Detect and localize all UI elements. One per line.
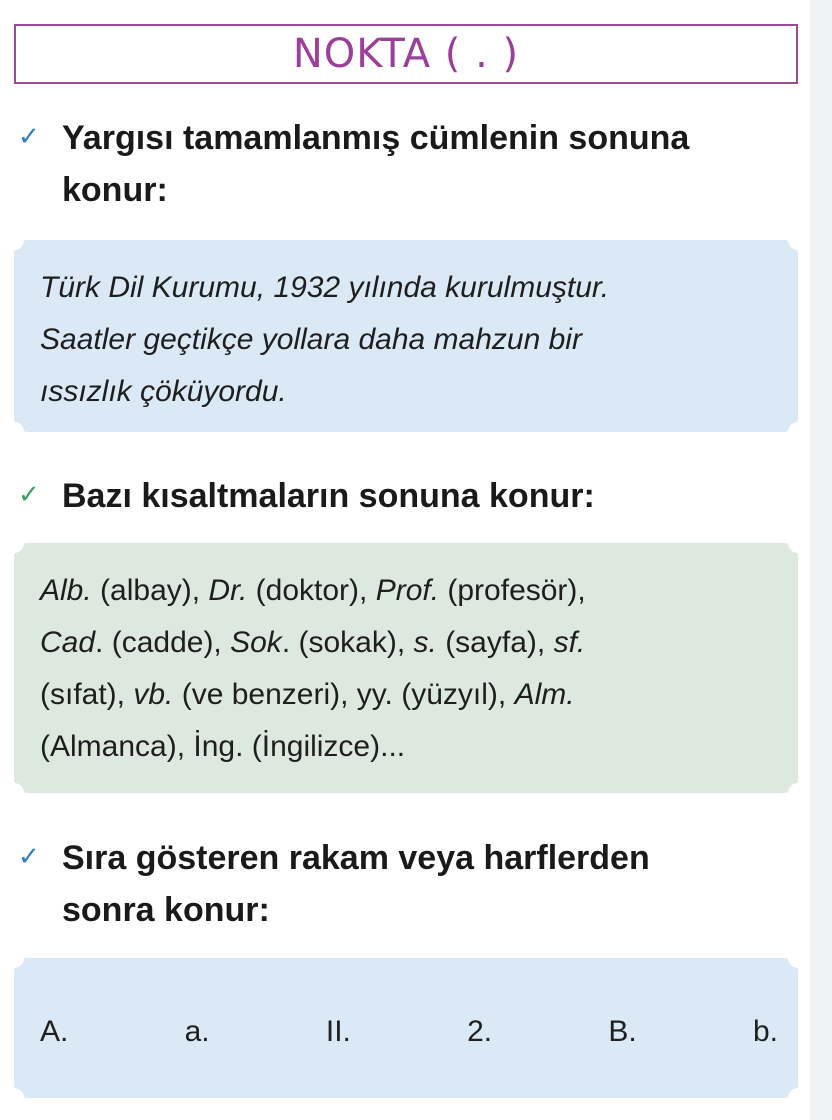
sequence-item: a. bbox=[184, 1015, 210, 1048]
abbreviation-term: Sok bbox=[230, 626, 282, 659]
abbreviation-term: vb. bbox=[133, 678, 174, 711]
abbreviation-gloss: (Almanca), İng. (İngilizce)... bbox=[40, 730, 406, 763]
example-sentence: Saatler geçtikçe yollara daha mahzun bir bbox=[40, 323, 582, 356]
section-2-example-panel bbox=[14, 543, 798, 793]
abbreviation-gloss: (doktor), bbox=[247, 574, 376, 607]
section-1-heading bbox=[18, 112, 798, 216]
check-mark-icon: ✓ bbox=[18, 842, 40, 872]
check-mark-icon: ✓ bbox=[18, 480, 40, 510]
sequence-item: A. bbox=[40, 1015, 69, 1048]
abbreviation-term: Prof. bbox=[375, 574, 440, 607]
abbreviation-gloss: (sıfat), bbox=[40, 678, 134, 711]
abbreviation-gloss: (profesör), bbox=[439, 574, 586, 607]
abbreviation-line bbox=[40, 565, 772, 617]
page-title: NOKTA ( . ) bbox=[292, 31, 520, 77]
section-1-heading-line: Yargısı tamamlanmış cümlenin sonuna bbox=[62, 119, 690, 157]
abbreviation-gloss: (albay), bbox=[91, 574, 209, 607]
sequence-row bbox=[40, 1012, 778, 1052]
sequence-item: 2. bbox=[467, 1015, 493, 1048]
abbreviation-term: Dr. bbox=[208, 574, 248, 607]
page-edge-strip bbox=[810, 0, 832, 1120]
abbreviation-term: Alm. bbox=[514, 678, 575, 711]
abbreviation-gloss: (ve benzeri), yy. (yüzyıl), bbox=[173, 678, 515, 711]
section-3-heading-line: Sıra gösteren rakam veya harflerden bbox=[62, 839, 650, 877]
abbreviation-gloss: (sayfa), bbox=[436, 626, 554, 659]
abbreviation-line bbox=[40, 669, 772, 721]
section-3-example-panel bbox=[14, 958, 798, 1098]
abbreviation-term: Alb. bbox=[40, 574, 92, 607]
sequence-item: B. bbox=[608, 1015, 637, 1048]
abbreviation-term: sf. bbox=[553, 626, 586, 659]
abbreviation-term: Cad bbox=[40, 626, 96, 659]
sequence-item: II. bbox=[325, 1015, 351, 1048]
title-box bbox=[14, 24, 798, 84]
abbreviation-gloss: . (cadde), bbox=[95, 626, 231, 659]
example-sentence: Türk Dil Kurumu, 1932 yılında kurulmuştur. bbox=[40, 271, 610, 304]
section-1-example-panel bbox=[14, 240, 798, 432]
section-3-heading bbox=[18, 832, 798, 936]
section-1-heading-line: konur: bbox=[62, 171, 168, 209]
sequence-item: b. bbox=[752, 1015, 778, 1048]
example-sentence: ıssızlık çöküyordu. bbox=[40, 375, 287, 408]
abbreviation-term: s. bbox=[413, 626, 437, 659]
abbreviation-line bbox=[40, 617, 772, 669]
section-2-heading bbox=[18, 470, 798, 522]
section-3-heading-line: sonra konur: bbox=[62, 891, 270, 929]
section-2-heading-line: Bazı kısaltmaların sonuna konur: bbox=[62, 477, 595, 515]
abbreviation-list bbox=[40, 565, 772, 773]
abbreviation-line bbox=[40, 721, 772, 773]
check-mark-icon: ✓ bbox=[18, 122, 40, 152]
abbreviation-gloss: . (sokak), bbox=[281, 626, 414, 659]
